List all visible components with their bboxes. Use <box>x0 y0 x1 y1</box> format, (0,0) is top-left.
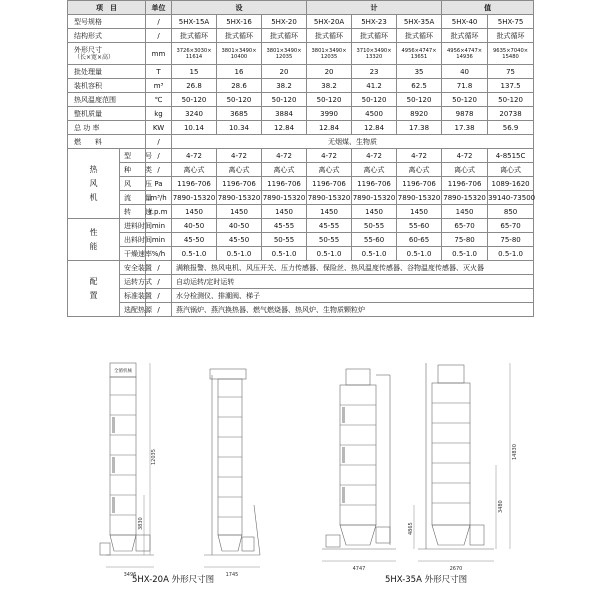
group-char: 配 <box>89 276 98 286</box>
table-cell <box>262 43 307 65</box>
table-cell: 5HX-20 <box>262 15 307 29</box>
row-unit: / <box>146 163 172 177</box>
dim-height: 12035 <box>151 449 157 465</box>
table-cell: 7890-15320 <box>172 191 217 205</box>
table-cell: 5HX-20A <box>307 15 352 29</box>
cell-line: 9635×7040× <box>493 47 529 54</box>
table-cell: 1196-706 <box>217 177 262 191</box>
table-cell: 离心式 <box>172 163 217 177</box>
table-cell: 75-80 <box>442 233 488 247</box>
table-row <box>68 261 534 275</box>
table-cell: 55-60 <box>397 219 442 233</box>
fan-group-label <box>68 149 120 219</box>
table-row <box>68 121 534 135</box>
table-cell: 50-120 <box>442 93 488 107</box>
row-label: 选配热源 <box>120 303 146 317</box>
table-row <box>68 15 534 29</box>
row-label-line: 外形尺寸 <box>74 45 102 54</box>
row-unit: / <box>146 289 172 303</box>
table-cell: 离心式 <box>488 163 534 177</box>
header-design-value: 设 <box>172 1 307 15</box>
table-cell: 39140-73500 <box>488 191 534 205</box>
row-label: 装机容积 <box>68 79 146 93</box>
table-cell: 20738 <box>488 107 534 121</box>
table-cell: 5HX-15A <box>172 15 217 29</box>
table-cell: 离心式 <box>217 163 262 177</box>
table-cell: 1196-706 <box>442 177 488 191</box>
header-item: 项 目 <box>68 1 146 15</box>
row-unit: T <box>146 65 172 79</box>
table-cell: 5HX-40 <box>442 15 488 29</box>
table-row <box>68 29 534 43</box>
table-cell: 1450 <box>307 205 352 219</box>
dim-lower: 4865 <box>408 522 414 535</box>
table-cell: 50-120 <box>262 93 307 107</box>
cell-line: 4956×4747× <box>401 47 437 54</box>
group-char: 机 <box>89 192 98 202</box>
header-design-value: 计 <box>307 1 442 15</box>
row-label <box>68 43 146 65</box>
table-cell: 8920 <box>397 107 442 121</box>
table-cell: 批式循环 <box>442 29 488 43</box>
table-cell: 28.6 <box>217 79 262 93</box>
table-cell: 7890-15320 <box>397 191 442 205</box>
table-cell: 离心式 <box>397 163 442 177</box>
table-cell: 1196-706 <box>262 177 307 191</box>
cell-line: 15480 <box>502 53 519 60</box>
table-cell: 3990 <box>307 107 352 121</box>
table-cell: 4-72 <box>397 149 442 163</box>
table-cell: 60-65 <box>397 233 442 247</box>
table-cell <box>352 43 397 65</box>
table-cell: 批式循环 <box>262 29 307 43</box>
table-cell: 850 <box>488 205 534 219</box>
spec-table <box>67 0 534 317</box>
table-cell: 1450 <box>217 205 262 219</box>
row-unit: m³/h <box>146 191 172 205</box>
fuel-value: 无烟煤、生物质 <box>172 135 534 149</box>
table-cell: 4-72 <box>352 149 397 163</box>
table-cell <box>307 43 352 65</box>
table-row <box>68 219 534 233</box>
table-cell: 7890-15320 <box>262 191 307 205</box>
table-cell: 45-55 <box>307 219 352 233</box>
table-cell: 1450 <box>442 205 488 219</box>
row-label: 转 速 <box>120 205 146 219</box>
table-cell: 10.34 <box>217 121 262 135</box>
dim-width: 4747 <box>352 566 366 572</box>
row-label: 结构形式 <box>68 29 146 43</box>
table-cell: 4-72 <box>307 149 352 163</box>
table-cell: 50-120 <box>397 93 442 107</box>
front-view-tower <box>340 385 376 525</box>
table-cell: 71.8 <box>442 79 488 93</box>
table-cell: 65-70 <box>442 219 488 233</box>
table-cell: 离心式 <box>307 163 352 177</box>
row-unit: m³ <box>146 79 172 93</box>
config-value: 燕汽锅炉、燕汽换热器、燃气燃烧器、热风炉、生物质颗粒炉 <box>172 303 534 317</box>
row-unit: KW <box>146 121 172 135</box>
table-cell: 1196-706 <box>172 177 217 191</box>
table-cell: 7890-15320 <box>307 191 352 205</box>
table-row <box>68 93 534 107</box>
table-cell: 批式循环 <box>217 29 262 43</box>
table-cell: 15 <box>172 65 217 79</box>
table-cell: 56.9 <box>488 121 534 135</box>
table-cell: 0.5-1.0 <box>488 247 534 261</box>
table-cell: 41.2 <box>352 79 397 93</box>
table-cell: 35 <box>397 65 442 79</box>
row-unit: min <box>146 219 172 233</box>
cell-line: 13320 <box>365 53 383 60</box>
table-cell: 7890-15320 <box>217 191 262 205</box>
table-row <box>68 191 534 205</box>
table-cell: 40-50 <box>217 219 262 233</box>
row-label: 型号规格 <box>68 15 146 29</box>
table-cell: 批式循环 <box>172 29 217 43</box>
table-cell: 5HX-75 <box>488 15 534 29</box>
group-char: 风 <box>89 178 98 188</box>
dim-height: 14830 <box>512 444 518 460</box>
table-cell: 0.5-1.0 <box>262 247 307 261</box>
dim-base: 2670 <box>449 566 463 572</box>
table-cell <box>488 43 534 65</box>
table-row <box>68 79 534 93</box>
table-cell: 40-50 <box>172 219 217 233</box>
table-cell: 1450 <box>352 205 397 219</box>
table-cell: 批式循环 <box>397 29 442 43</box>
group-char: 热 <box>89 164 98 174</box>
table-row <box>68 247 534 261</box>
config-group-label <box>68 261 120 317</box>
row-unit: ℃ <box>146 93 172 107</box>
table-cell: 62.5 <box>397 79 442 93</box>
row-unit: min <box>146 233 172 247</box>
row-unit: / <box>146 261 172 275</box>
row-unit: / <box>146 15 172 29</box>
table-cell: 40 <box>442 65 488 79</box>
table-cell: 5HX-16 <box>217 15 262 29</box>
dryer-5hx-20a-drawing <box>92 355 282 585</box>
table-cell: 50-55 <box>307 233 352 247</box>
row-label: 出料时间 <box>120 233 146 247</box>
cell-line: 4956×4747× <box>447 47 483 54</box>
table-cell: 5HX-23 <box>352 15 397 29</box>
config-value: 水分检测仪、排潮阀、梯子 <box>172 289 534 303</box>
row-label: 型 号 <box>120 149 146 163</box>
table-cell: 批式循环 <box>307 29 352 43</box>
config-value: 满粮报警、热风电机、风压开关、压力传感器、保险丝、热风温度传感器、谷物温度传感器、灭火器 <box>172 261 534 275</box>
table-row <box>68 135 534 149</box>
drawing-caption-5hx-20a: 5HX-20A 外形尺寸图 <box>132 575 215 585</box>
table-row <box>68 177 534 191</box>
row-label-line: （长×宽×高） <box>74 53 115 61</box>
drawing-top-label: 全循机械 <box>114 369 132 374</box>
group-char: 置 <box>89 290 98 300</box>
row-label: 流 量 <box>120 191 146 205</box>
cell-line: 14936 <box>456 53 473 60</box>
row-unit: / <box>146 275 172 289</box>
table-cell: 0.5-1.0 <box>217 247 262 261</box>
row-label: 整机质量 <box>68 107 146 121</box>
table-row <box>68 149 534 163</box>
cell-line: 12035 <box>320 53 338 60</box>
cell-line: 3710×3490× <box>356 47 392 54</box>
table-cell: 65-70 <box>488 219 534 233</box>
table-cell: 9878 <box>442 107 488 121</box>
row-unit: / <box>146 303 172 317</box>
row-label: 种 类 <box>120 163 146 177</box>
table-cell: 12.84 <box>352 121 397 135</box>
table-cell: 50-120 <box>172 93 217 107</box>
table-cell: 23 <box>352 65 397 79</box>
table-cell: 0.5-1.0 <box>307 247 352 261</box>
table-cell: 45-50 <box>217 233 262 247</box>
table-cell: 4-72 <box>442 149 488 163</box>
group-char: 性 <box>89 227 98 237</box>
table-row <box>68 275 534 289</box>
table-cell: 0.5-1.0 <box>352 247 397 261</box>
table-cell: 0.5-1.0 <box>442 247 488 261</box>
table-cell: 离心式 <box>352 163 397 177</box>
side-view-tower <box>432 383 470 525</box>
cell-line: 3801×3490× <box>266 47 302 54</box>
table-row <box>68 289 534 303</box>
table-cell: 50-55 <box>262 233 307 247</box>
row-label: 标准装置 <box>120 289 146 303</box>
table-cell: 17.38 <box>442 121 488 135</box>
config-value: 自动运转/定时运转 <box>172 275 534 289</box>
table-cell: 0.5-1.0 <box>172 247 217 261</box>
table-cell: 0.5-1.0 <box>397 247 442 261</box>
table-cell: 45-55 <box>262 219 307 233</box>
table-cell: 1089-1620 <box>488 177 534 191</box>
table-cell: 1450 <box>262 205 307 219</box>
cell-line: 11614 <box>185 53 203 60</box>
cell-line: 13651 <box>410 53 428 60</box>
cell-line: 3801×3490× <box>221 47 257 54</box>
table-cell: 5HX-35A <box>397 15 442 29</box>
table-cell <box>172 43 217 65</box>
table-cell: 50-120 <box>352 93 397 107</box>
header-unit: 单位 <box>146 1 172 15</box>
table-cell: 7890-15320 <box>352 191 397 205</box>
cell-line: 3726×3030× <box>176 47 212 54</box>
cell-line: 10400 <box>230 53 248 60</box>
row-unit: %/h <box>146 247 172 261</box>
table-cell: 4-8515C <box>488 149 534 163</box>
dim-width: 3496 <box>123 572 137 578</box>
table-row <box>68 65 534 79</box>
row-label: 风 压 <box>120 177 146 191</box>
table-cell: 50-55 <box>352 219 397 233</box>
table-cell: 12.84 <box>307 121 352 135</box>
table-cell: 批式循环 <box>488 29 534 43</box>
table-row <box>68 163 534 177</box>
table-cell: 3240 <box>172 107 217 121</box>
table-cell: 10.14 <box>172 121 217 135</box>
row-unit: / <box>146 149 172 163</box>
table-cell: 1450 <box>172 205 217 219</box>
table-cell: 137.5 <box>488 79 534 93</box>
table-cell: 1196-706 <box>307 177 352 191</box>
cell-line: 3801×3490× <box>311 47 347 54</box>
table-row <box>68 303 534 317</box>
table-cell: 20 <box>262 65 307 79</box>
table-cell: 4500 <box>352 107 397 121</box>
row-unit: / <box>146 29 172 43</box>
row-label: 干燥速率 <box>120 247 146 261</box>
row-unit: r.p.m <box>146 205 172 219</box>
dim-lower: 3830 <box>138 517 144 530</box>
table-row <box>68 43 534 65</box>
table-cell: 26.8 <box>172 79 217 93</box>
row-unit: / <box>146 135 172 149</box>
table-cell: 1450 <box>397 205 442 219</box>
perf-group-label <box>68 219 120 261</box>
table-cell: 55-60 <box>352 233 397 247</box>
table-cell: 17.38 <box>397 121 442 135</box>
table-cell <box>397 43 442 65</box>
table-cell: 50-120 <box>217 93 262 107</box>
row-unit: mm <box>146 43 172 65</box>
table-cell: 12.84 <box>262 121 307 135</box>
group-char: 能 <box>89 241 98 251</box>
table-row <box>68 1 534 15</box>
row-unit: kg <box>146 107 172 121</box>
table-row <box>68 107 534 121</box>
table-cell <box>217 43 262 65</box>
table-cell: 3685 <box>217 107 262 121</box>
table-cell: 3884 <box>262 107 307 121</box>
table-cell <box>442 43 488 65</box>
table-cell: 45-50 <box>172 233 217 247</box>
row-label: 热风温度范围 <box>68 93 146 107</box>
table-cell: 4-72 <box>262 149 307 163</box>
table-cell: 38.2 <box>307 79 352 93</box>
table-cell: 20 <box>307 65 352 79</box>
row-label: 总 功 率 <box>68 121 146 135</box>
row-label: 批处理量 <box>68 65 146 79</box>
row-unit: Pa <box>146 177 172 191</box>
header-design-value: 值 <box>442 1 534 15</box>
dryer-5hx-35a-drawing <box>318 355 528 585</box>
cell-line: 12035 <box>275 53 293 60</box>
dim-mid: 3480 <box>498 500 504 513</box>
table-cell: 1196-706 <box>397 177 442 191</box>
table-cell: 16 <box>217 65 262 79</box>
row-label: 运转方式 <box>120 275 146 289</box>
table-row <box>68 233 534 247</box>
table-cell: 批式循环 <box>352 29 397 43</box>
table-cell: 1196-706 <box>352 177 397 191</box>
row-label: 燃 料 <box>68 135 146 149</box>
table-cell: 4-72 <box>217 149 262 163</box>
table-cell: 离心式 <box>262 163 307 177</box>
table-cell: 7890-15320 <box>442 191 488 205</box>
table-cell: 50-120 <box>488 93 534 107</box>
table-cell: 75-80 <box>488 233 534 247</box>
row-label: 安全装置 <box>120 261 146 275</box>
drawing-caption-5hx-35a: 5HX-35A 外形尺寸图 <box>385 575 468 585</box>
dim-base: 1745 <box>225 572 239 578</box>
table-cell: 50-120 <box>307 93 352 107</box>
table-cell: 38.2 <box>262 79 307 93</box>
table-cell: 4-72 <box>172 149 217 163</box>
row-label: 进料时间 <box>120 219 146 233</box>
table-row <box>68 205 534 219</box>
table-cell: 75 <box>488 65 534 79</box>
table-cell: 离心式 <box>442 163 488 177</box>
